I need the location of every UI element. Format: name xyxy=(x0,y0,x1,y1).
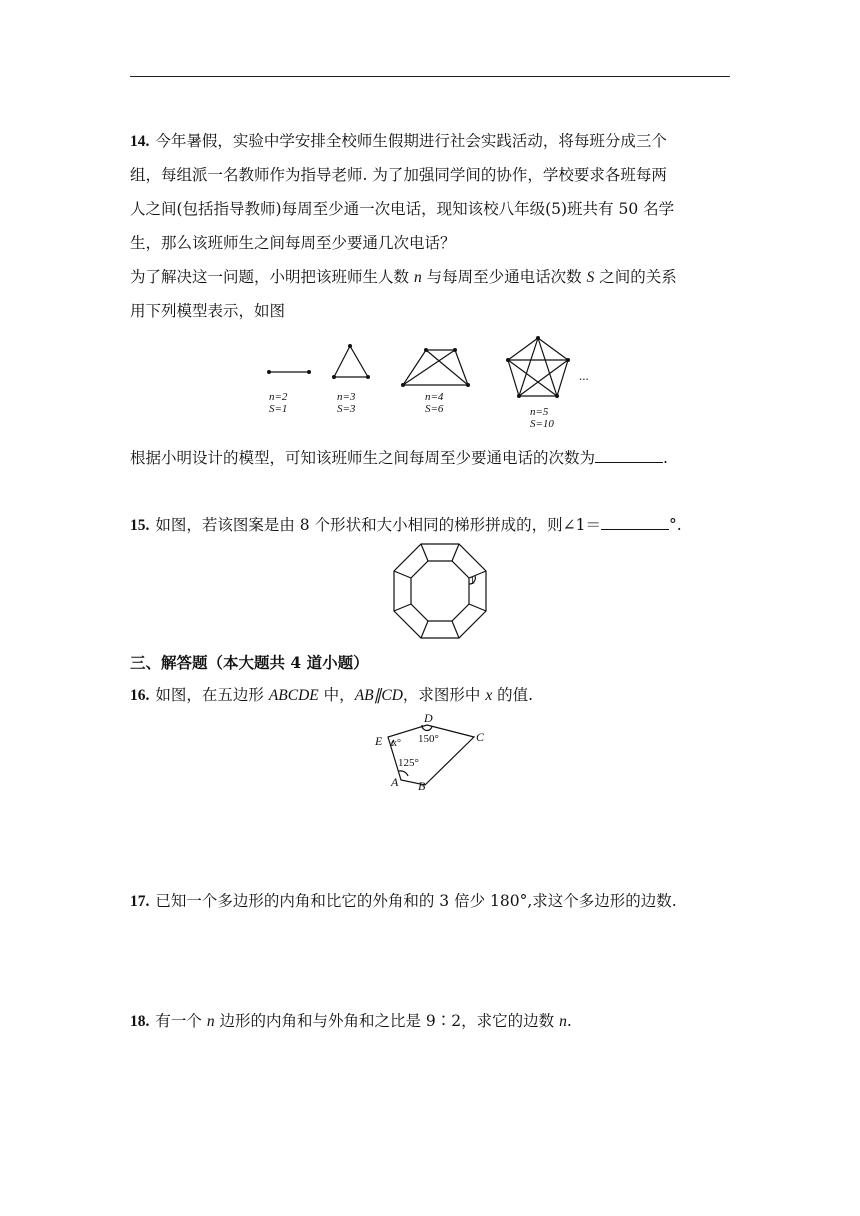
q18-line: 18. 有一个 n 边形的内角和与外角和之比是 9∶2，求它的边数 n. xyxy=(130,1012,572,1030)
model-n4-quad xyxy=(403,350,468,385)
q15-octagon-figure xyxy=(390,541,490,641)
q15-line: 15. 如图，若该图案是由 8 个形状和大小相同的梯形拼成的，则∠1＝ °. xyxy=(130,516,682,534)
q14-line5: 为了解决这一问题，小明把该班师生人数 n 与每周至少通电话次数 S 之间的关系 xyxy=(130,268,677,286)
model-n5-s: S=10 xyxy=(530,418,554,430)
angle-1-label: 1 xyxy=(470,576,475,587)
q18-number: 18. xyxy=(130,1013,150,1030)
q14-line3: 人之间(包括指导教师)每周至少通一次电话，现知该校八年级(5)班共有 50 名学 xyxy=(130,200,675,218)
model-n3-label: n=3 xyxy=(337,391,356,403)
vertex-c: C xyxy=(476,730,485,744)
model-n2-label: n=2 xyxy=(269,391,288,403)
model-n4-s: S=6 xyxy=(425,403,444,415)
angle-150-label: 150° xyxy=(418,733,439,745)
section3-title: 三、解答题（本大题共 4 道小题） xyxy=(130,653,369,672)
q14-answer-blank[interactable] xyxy=(595,448,663,463)
q14-line6: 用下列模型表示，如图 xyxy=(130,302,286,320)
q17-line: 17. 已知一个多边形的内角和比它的外角和的 3 倍少 180°,求这个多边形的边数. xyxy=(130,892,677,910)
models-ellipsis: ... xyxy=(579,368,589,383)
inner-octagon xyxy=(411,561,469,621)
outer-octagon xyxy=(394,544,486,638)
model-n2-s: S=1 xyxy=(269,403,288,415)
angle-a-arc xyxy=(399,771,408,776)
vertex-d: D xyxy=(424,711,433,725)
q16-line: 16. 如图，在五边形 ABCDE 中，AB∥CD，求图形中 x 的值. xyxy=(130,686,534,704)
q16-number: 16. xyxy=(130,687,150,704)
q14-line1: 14. 今年暑假，实验中学安排全校师生假期进行社会实践活动，将每班分成三个 xyxy=(130,132,667,150)
vertex-e: E xyxy=(375,734,383,748)
vertex-a: A xyxy=(391,775,399,789)
model-n3-s: S=3 xyxy=(337,403,356,415)
q14-line4: 生，那么该班师生之间每周至少要通几次电话？ xyxy=(130,234,456,252)
q14-number: 14. xyxy=(130,133,150,150)
q16-pentagon-figure xyxy=(368,710,498,795)
model-n3-triangle xyxy=(334,346,368,377)
angle-x-label: x° xyxy=(392,738,401,749)
q14-models-figure xyxy=(255,332,605,432)
q14-line2: 组，每组派一名教师作为指导老师. 为了加强同学间的协作，学校要求各班每两 xyxy=(130,166,667,184)
q15-number: 15. xyxy=(130,517,150,534)
q14-answer-line: 根据小明设计的模型，可知该班师生之间每周至少要通电话的次数为 . xyxy=(130,449,668,467)
model-n4-label: n=4 xyxy=(425,391,444,403)
model-n5-label: n=5 xyxy=(530,406,549,418)
model-n5-star xyxy=(508,338,568,396)
angle-125-label: 125° xyxy=(398,757,419,769)
q15-answer-blank[interactable] xyxy=(601,515,669,530)
header-rule xyxy=(130,76,730,77)
vertex-b: B xyxy=(418,779,426,793)
q17-number: 17. xyxy=(130,893,150,910)
